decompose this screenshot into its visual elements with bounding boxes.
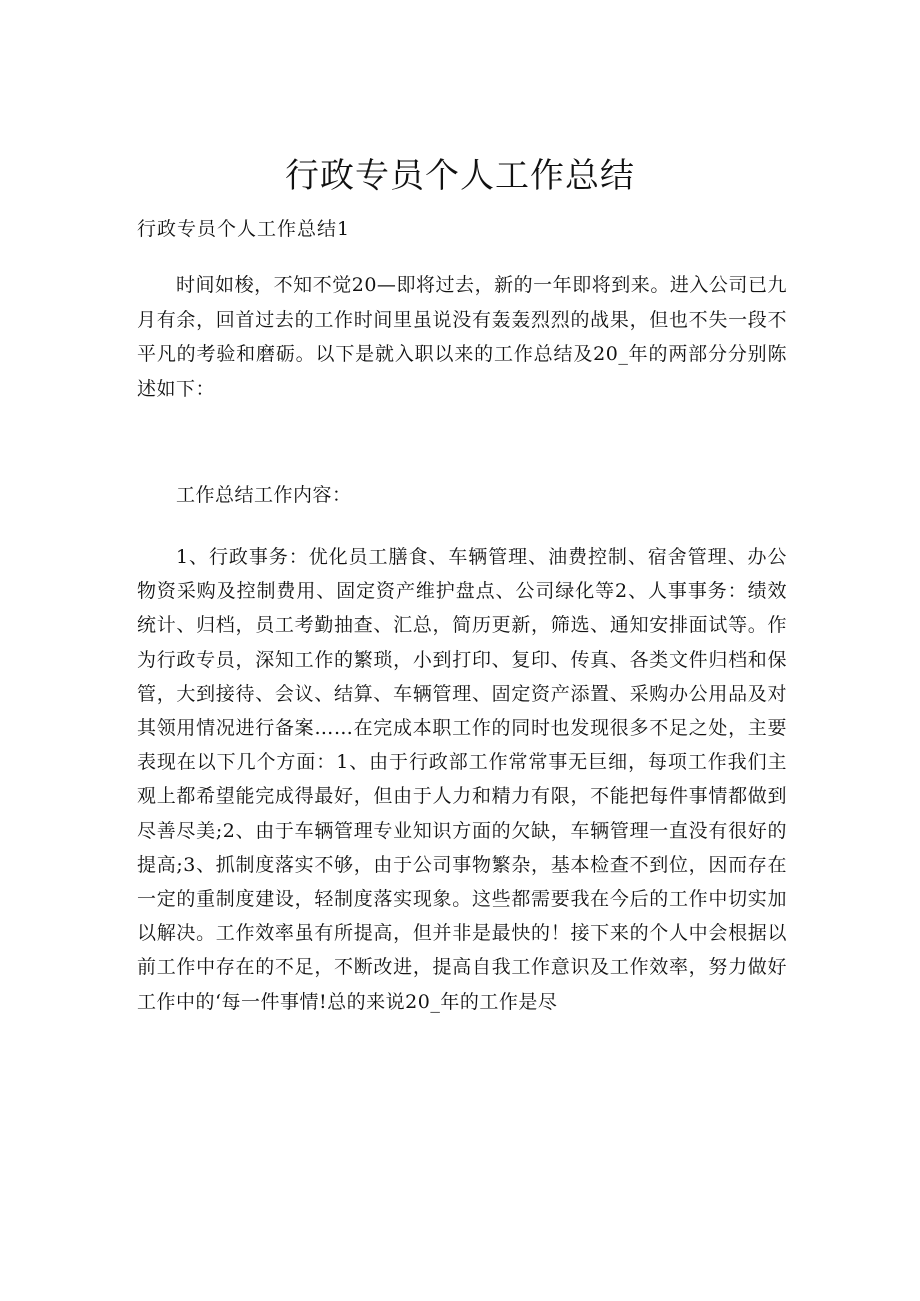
- section-subtitle: 行政专员个人工作总结1: [137, 218, 351, 240]
- paragraph-intro: 时间如梭，不知不觉20—即将过去，新的一年即将到来。进入公司已九月有余，回首过去的工作时间里虽说没有轰轰烈烈的战果，但也不失一段不平凡的考验和磨砺。以下是就入职以来的工作总结及20_年的两部分分别陈述如下：: [137, 274, 787, 400]
- paragraph-work-details: 1、行政事务：优化员工膳食、车辆管理、油费控制、宿舍管理、办公物资采购及控制费用、固定资产维护盘点、公司绿化等2、人事事务：绩效统计、归档，员工考勤抽查、汇总，简历更新，筛选、通知安排面试等。作为行政专员，深知工作的繁琐，小到打印、复印、传真、各类文件归档和保管，大到接待、会议、结算、车辆管理、固定资产添置、采购办公用品及对其领用情况进行备案……在完成本职工作的同时也发现很多不足之处，主要表现在以下几个方面：1、由于行政部工作常常事无巨细，每项工作我们主观上都希望能完成得最好，但由于人力和精力有限，不能把每件事情都做到尽善尽美;2、由于车辆管理专业知识方面的欠缺，车辆管理一直没有很好的提高;3、抓制度落实不够，由于公司事物繁杂，基本检查不到位，因而存在一定的重制度建设，轻制度落实现象。这些都需要我在今后的工作中切实加以解决。工作效率虽有所提高，但并非是最快的！接下来的个人中会根据以前工作中存在的不足，不断改进，提高自我工作意识及工作效率，努力做好工作中的‘每一件事情!总的来说20_年的工作是尽: [137, 546, 787, 1013]
- document-title: 行政专员个人工作总结: [285, 156, 635, 196]
- paragraph-heading-work-content: 工作总结工作内容：: [176, 484, 352, 506]
